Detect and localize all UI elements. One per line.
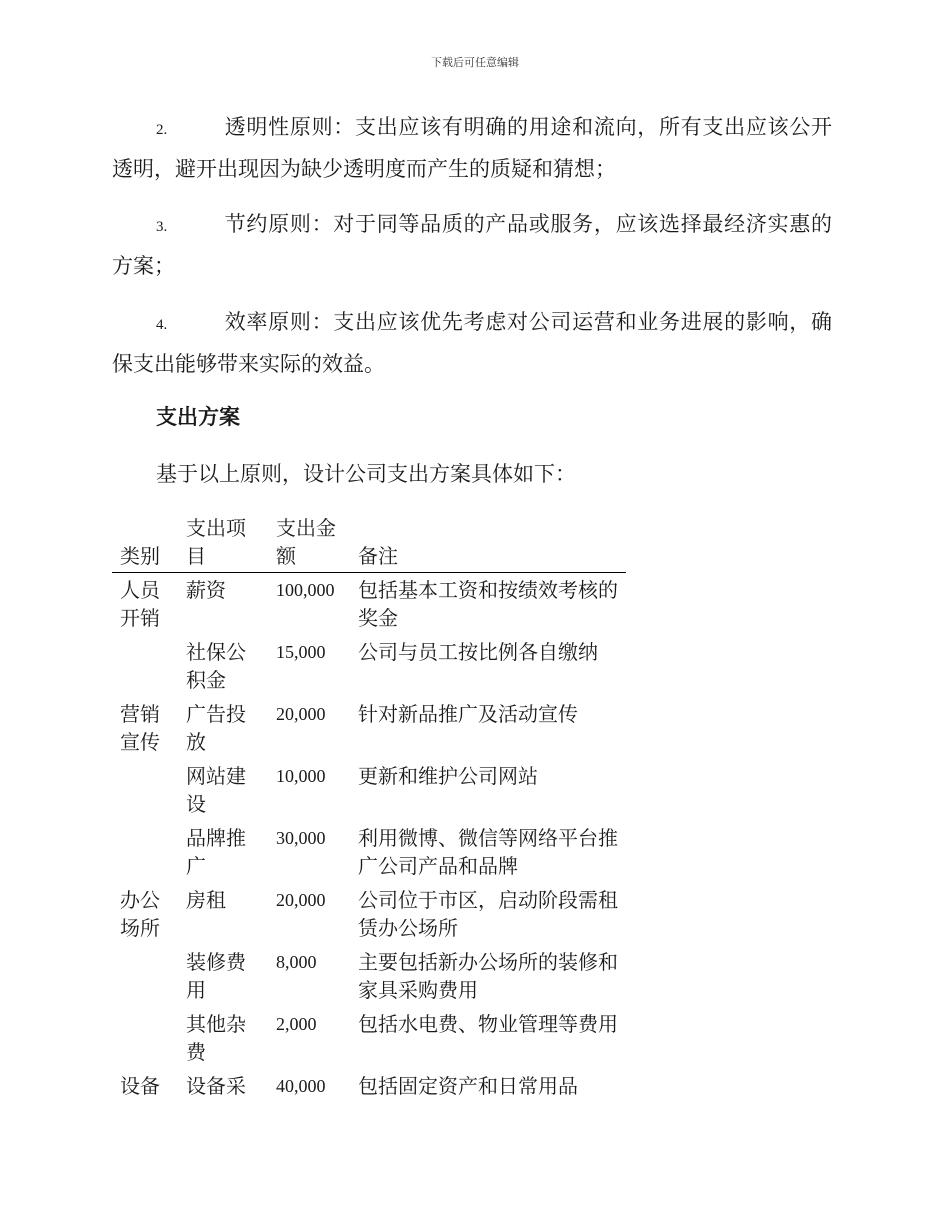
table-row [112, 635, 626, 697]
principle-text: 透明性原则：支出应该有明确的用途和流向，所有支出应该公开透明，避开出现因为缺少透明度而产生的质疑和猜想； [112, 115, 832, 181]
principle-text: 节约原则：对于同等品质的产品或服务，应该选择最经济实惠的方案； [112, 212, 832, 278]
principle-number: 4. [156, 317, 168, 333]
section-title: 支出方案 [156, 405, 240, 429]
cell-amount: 40,000 [276, 1076, 326, 1096]
cell-category [112, 821, 178, 883]
principle-4 [112, 303, 832, 384]
cell-item: 其他杂费 [186, 1012, 246, 1064]
cell-note: 针对新品推广及活动宣传 [358, 702, 578, 726]
cell-note: 包括基本工资和按绩效考核的奖金 [358, 578, 618, 630]
cell-amount: 20,000 [276, 890, 326, 910]
cell-category [112, 759, 178, 821]
header-item: 支出项目 [178, 512, 268, 573]
cell-note: 包括固定资产和日常用品 [358, 1074, 578, 1098]
cell-note: 公司位于市区，启动阶段需租赁办公场所 [358, 888, 618, 940]
table-header-row [112, 512, 626, 573]
cell-item: 网站建设 [186, 764, 246, 816]
cell-category: 办公场所 [120, 888, 160, 940]
table-row [112, 945, 626, 1007]
cell-item: 设备采 [186, 1074, 246, 1098]
header-note: 备注 [350, 512, 626, 573]
table-row [112, 697, 626, 759]
cell-item: 品牌推广 [186, 826, 246, 878]
principle-3 [112, 205, 832, 286]
cell-category [112, 1007, 178, 1069]
cell-note: 包括水电费、物业管理等费用 [358, 1012, 618, 1036]
table-row [112, 573, 626, 636]
cell-note: 公司与员工按比例各自缴纳 [358, 640, 598, 664]
cell-item: 装修费用 [186, 950, 246, 1002]
cell-item: 薪资 [186, 578, 226, 602]
cell-category: 营销宣传 [120, 702, 160, 754]
cell-category [112, 945, 178, 1007]
principle-2 [112, 108, 832, 189]
cell-amount: 8,000 [276, 952, 317, 972]
table-row [112, 883, 626, 945]
budget-table [112, 512, 626, 1103]
intro-text: 基于以上原则，设计公司支出方案具体如下： [156, 462, 576, 486]
cell-note: 主要包括新办公场所的装修和家具采购费用 [358, 950, 618, 1002]
cell-note: 利用微博、微信等网络平台推广公司产品和品牌 [358, 826, 618, 878]
cell-note: 更新和维护公司网站 [358, 764, 538, 788]
cell-category: 人员开销 [120, 578, 160, 630]
principle-text: 效率原则：支出应该优先考虑对公司运营和业务进展的影响，确保支出能够带来实际的效益。 [112, 310, 832, 376]
cell-category: 设备 [120, 1074, 160, 1098]
table-row [112, 1007, 626, 1069]
header-note: 下载后可任意编辑 [431, 56, 519, 69]
cell-amount: 2,000 [276, 1014, 317, 1034]
cell-amount: 30,000 [276, 828, 326, 848]
cell-item: 房租 [186, 888, 226, 912]
cell-amount: 20,000 [276, 704, 326, 724]
cell-amount: 15,000 [276, 642, 326, 662]
header-amount: 支出金额 [268, 512, 350, 573]
cell-item: 广告投放 [186, 702, 246, 754]
cell-amount: 100,000 [276, 580, 335, 600]
principle-number: 3. [156, 219, 168, 235]
cell-item: 社保公积金 [186, 640, 246, 692]
header-category: 类别 [112, 512, 178, 573]
table-row [112, 1069, 626, 1103]
table-row [112, 759, 626, 821]
cell-amount: 10,000 [276, 766, 326, 786]
table-row [112, 821, 626, 883]
cell-category [112, 635, 178, 697]
principle-number: 2. [156, 122, 168, 138]
